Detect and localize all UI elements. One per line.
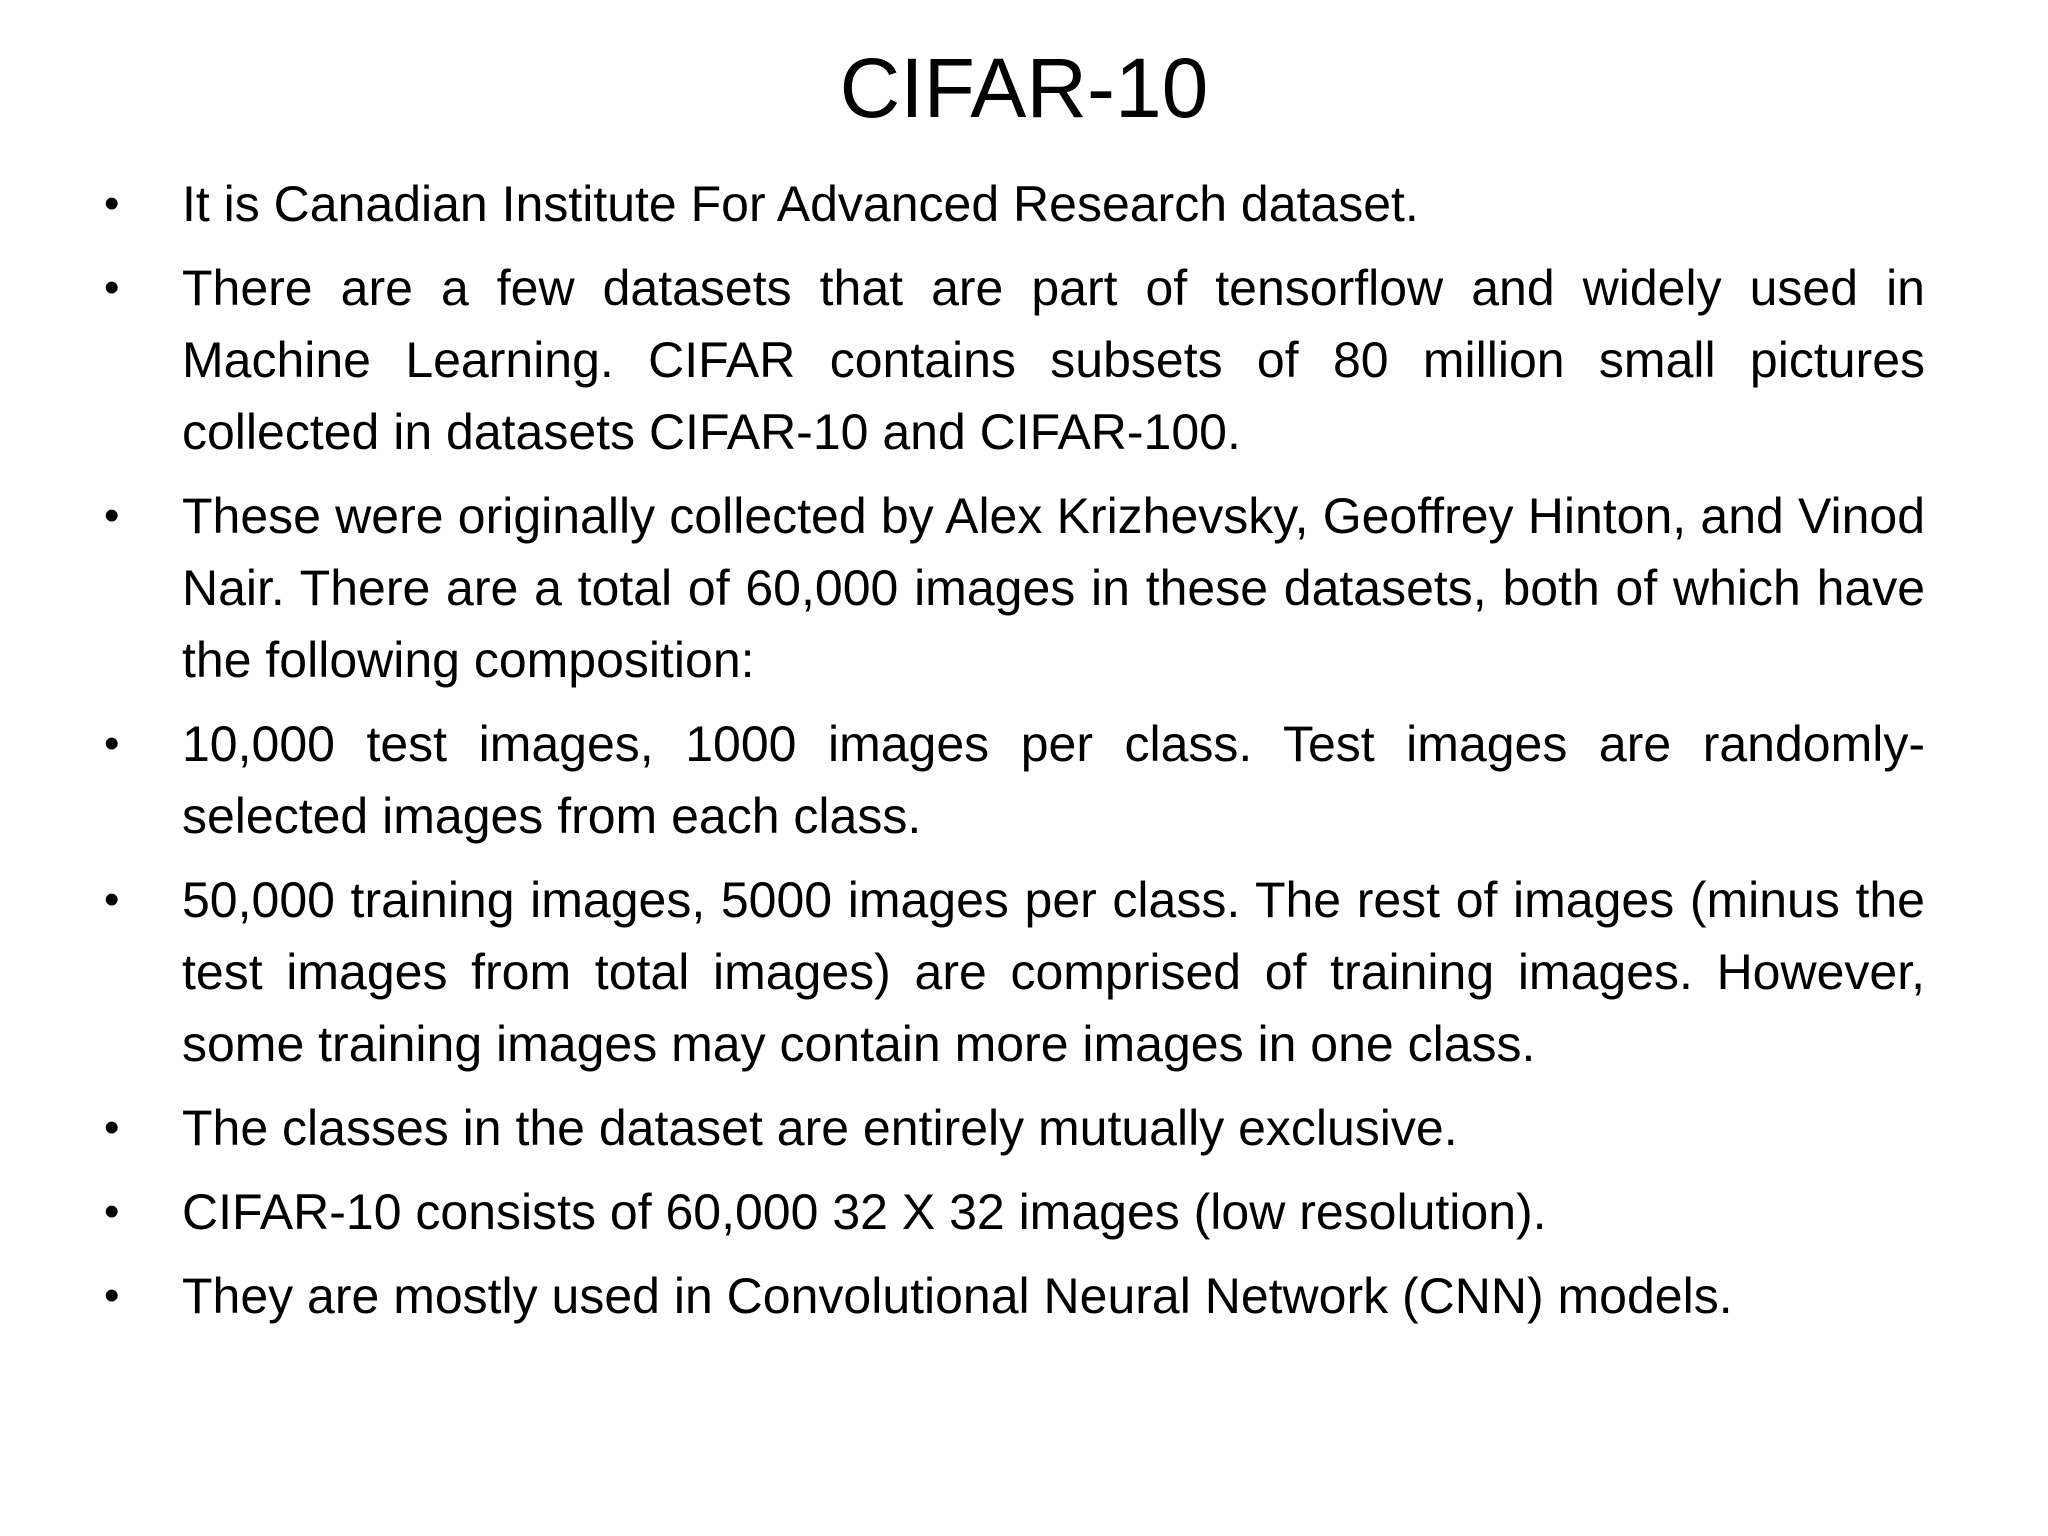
slide-title: CIFAR-10 bbox=[839, 41, 1209, 135]
bullet-text: It is Canadian Institute For Advanced Research dataset. bbox=[182, 176, 1419, 232]
bullet-dot-icon: • bbox=[104, 719, 120, 768]
bullet-text: 50,000 training images, 5000 images per class. The rest of images (minus the test images from total images) are comprised of training images. However, some training images may contain more images in one class. bbox=[182, 872, 1925, 1072]
bullet-text: 10,000 test images, 1000 images per class. Test images are randomly-selected images from each class. bbox=[182, 716, 1925, 844]
bullet-text: The classes in the dataset are entirely mutually exclusive. bbox=[182, 1100, 1458, 1156]
list-item bbox=[100, 252, 1925, 468]
bullet-text: CIFAR-10 consists of 60,000 32 X 32 images (low resolution). bbox=[182, 1184, 1547, 1240]
bullet-dot-icon: • bbox=[104, 1187, 120, 1236]
bullet-dot-icon: • bbox=[104, 491, 120, 540]
bullet-dot-icon: • bbox=[104, 179, 120, 228]
bullet-list bbox=[100, 168, 1925, 1344]
list-item bbox=[100, 1176, 1925, 1248]
bullet-dot-icon: • bbox=[104, 1271, 120, 1320]
bullet-text: They are mostly used in Convolutional Neural Network (CNN) models. bbox=[182, 1268, 1733, 1324]
bullet-dot-icon: • bbox=[104, 263, 120, 312]
bullet-dot-icon: • bbox=[104, 1103, 120, 1152]
bullet-dot-icon: • bbox=[104, 875, 120, 924]
list-item bbox=[100, 480, 1925, 696]
list-item bbox=[100, 1092, 1925, 1164]
list-item bbox=[100, 168, 1925, 240]
list-item bbox=[100, 708, 1925, 852]
bullet-text: There are a few datasets that are part of tensorflow and widely used in Machine Learning. CIFAR contains subsets of 80 million small pictures collected in datasets CIFAR-10 and CIFAR-100. bbox=[182, 260, 1925, 460]
list-item bbox=[100, 864, 1925, 1080]
list-item bbox=[100, 1260, 1925, 1332]
bullet-text: These were originally collected by Alex Krizhevsky, Geoffrey Hinton, and Vinod Nair. There are a total of 60,000 images in these datasets, both of which have the following composition: bbox=[182, 488, 1925, 688]
